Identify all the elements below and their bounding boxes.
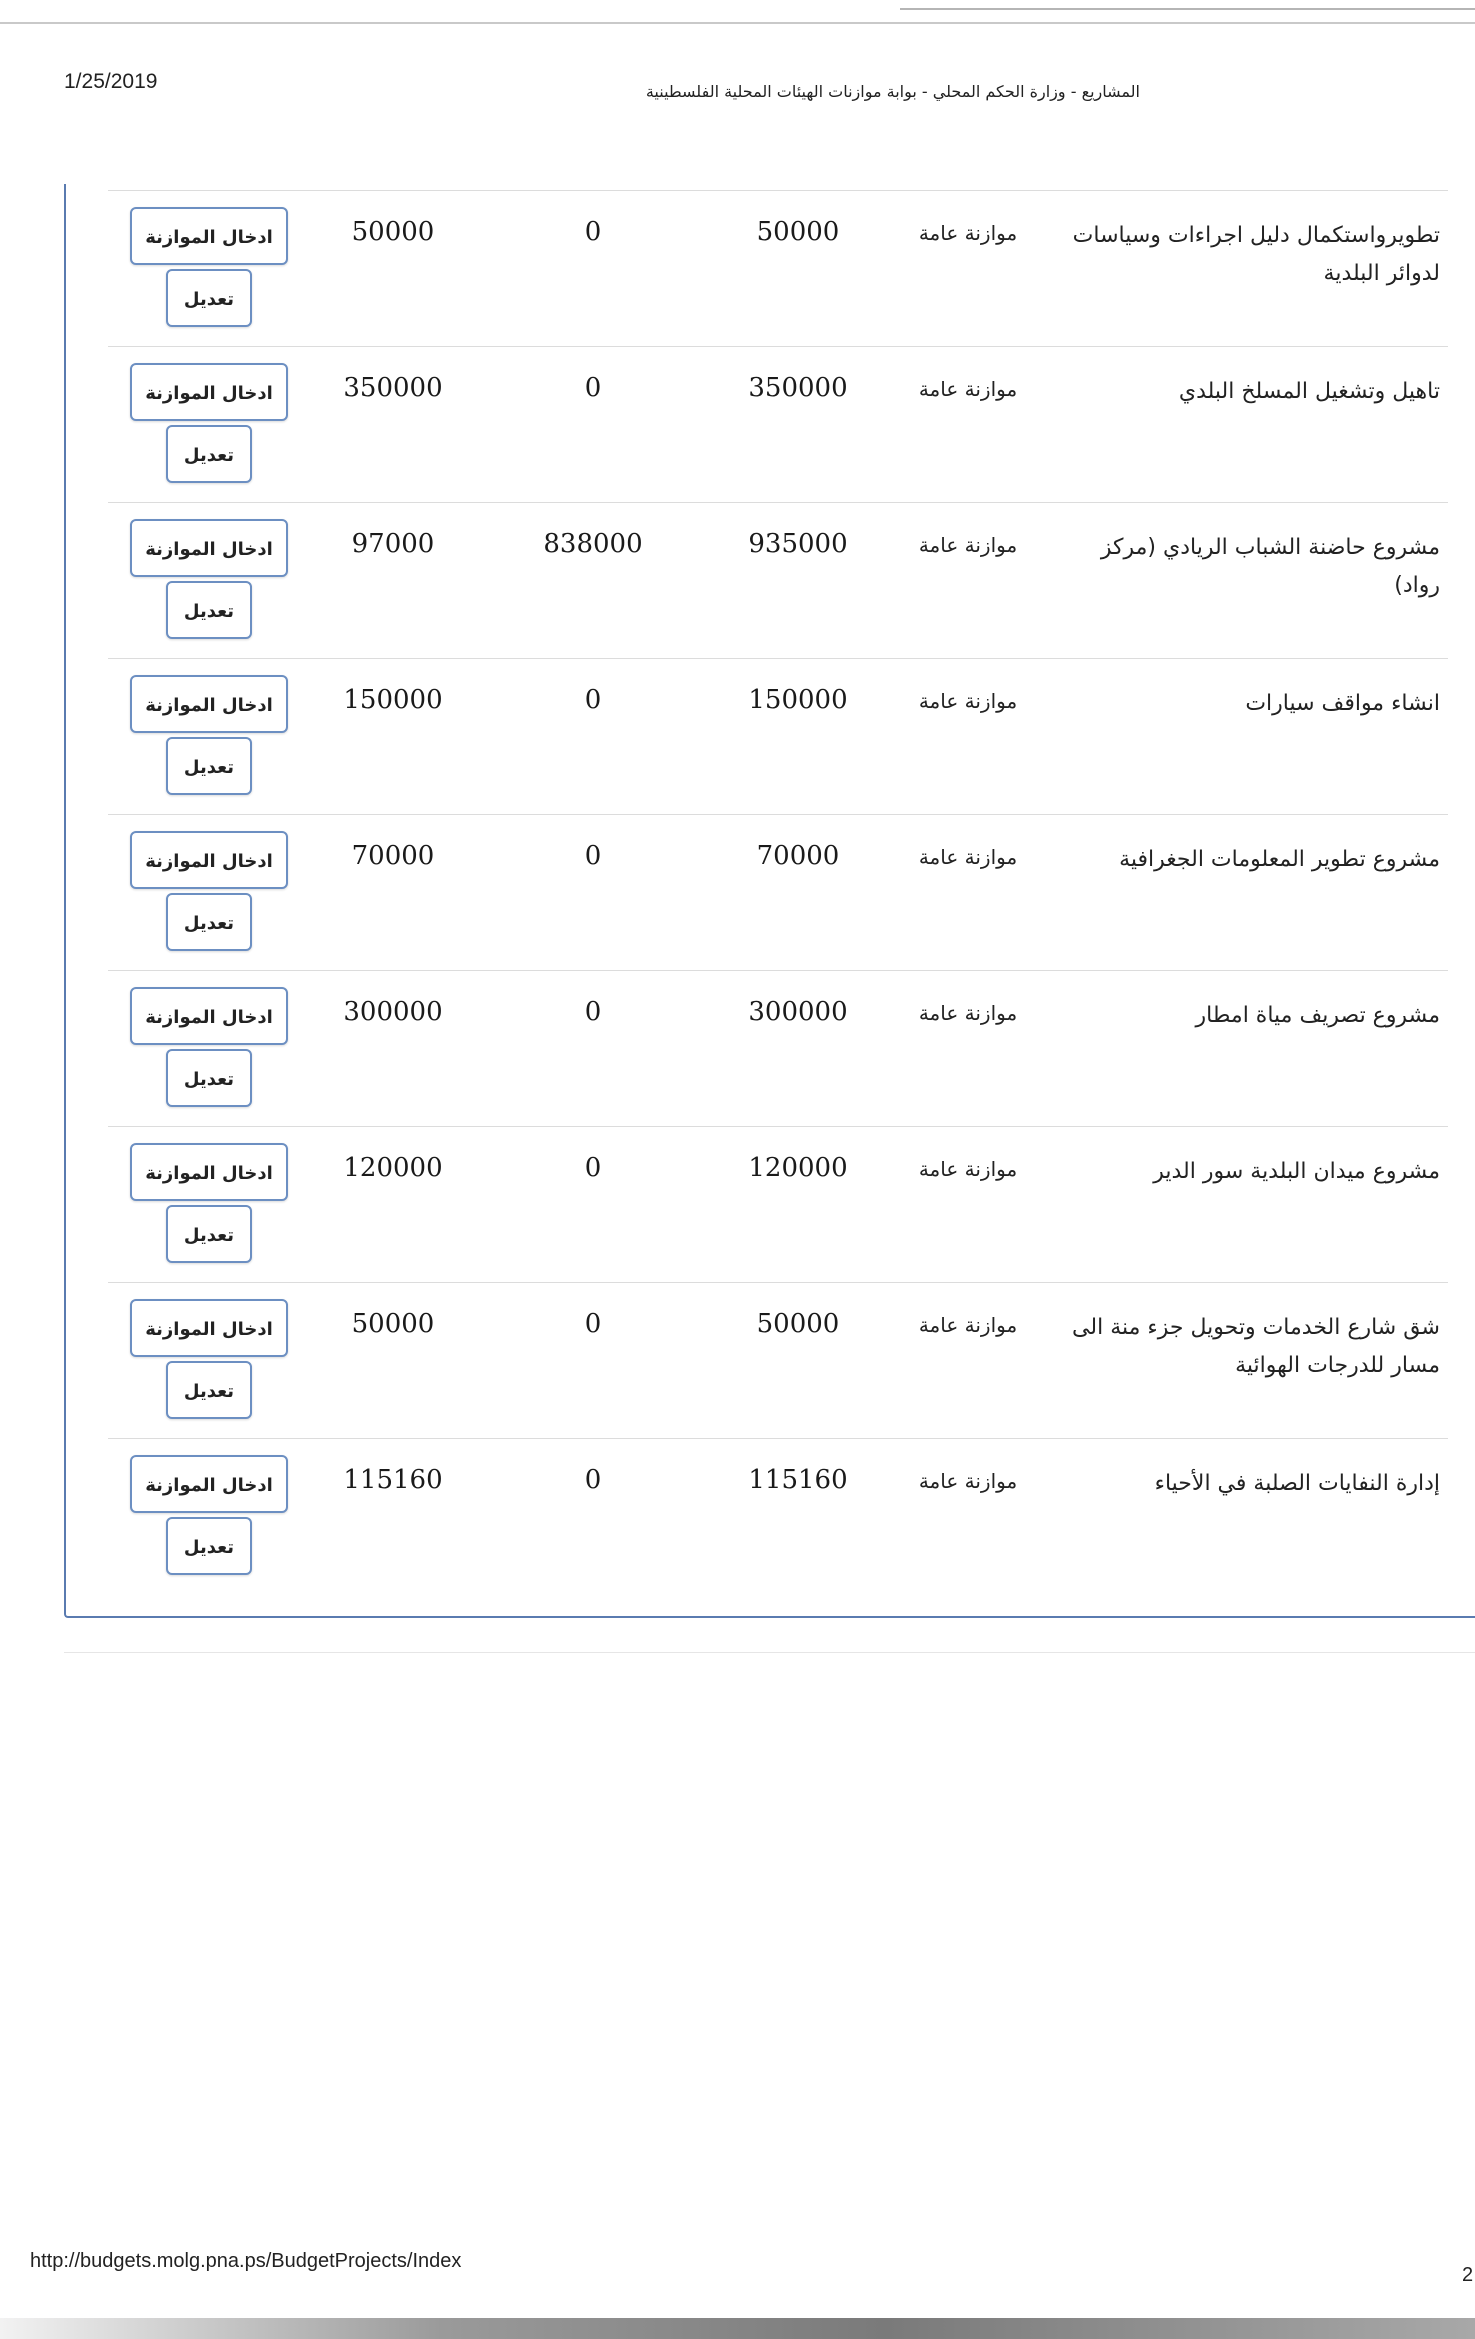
- external-funding: 0: [584, 997, 602, 1027]
- enter-budget-button[interactable]: ادخال الموازنة: [130, 831, 288, 889]
- table-row: [108, 658, 1448, 815]
- scan-edge-shadow: [0, 2318, 1475, 2339]
- table-row: [108, 970, 1448, 1127]
- page-title: المشاريع - وزارة الحكم المحلي - بوابة موازنات الهيئات المحلية الفلسطينية: [645, 82, 1140, 101]
- budget-type: موازنة عامة: [918, 533, 1018, 557]
- project-name: تاهيل وتشغيل المسلخ البلدي: [1178, 379, 1440, 404]
- project-name: انشاء مواقف سيارات: [1245, 691, 1440, 716]
- project-name: مشروع حاضنة الشباب الريادي (مركز رواد): [1100, 535, 1440, 598]
- edit-button[interactable]: تعديل: [166, 1205, 252, 1263]
- edit-button[interactable]: تعديل: [166, 425, 252, 483]
- local-funding: 300000: [343, 997, 443, 1027]
- table-row: [108, 1126, 1448, 1283]
- table-row: [108, 814, 1448, 971]
- total-cost: 935000: [748, 529, 848, 559]
- enter-budget-button[interactable]: ادخال الموازنة: [130, 519, 288, 577]
- local-funding: 50000: [351, 217, 435, 247]
- budget-type: موازنة عامة: [918, 1157, 1018, 1181]
- total-cost: 350000: [748, 373, 848, 403]
- external-funding: 0: [584, 217, 602, 247]
- total-cost: 50000: [756, 1309, 840, 1339]
- external-funding: 0: [584, 373, 602, 403]
- page-url: http://budgets.molg.pna.ps/BudgetProjects/Index: [30, 2250, 462, 2272]
- budget-type: موازنة عامة: [918, 377, 1018, 401]
- external-funding: 0: [584, 841, 602, 871]
- edit-button[interactable]: تعديل: [166, 581, 252, 639]
- scan-edge-line: [0, 22, 1475, 24]
- external-funding: 0: [584, 1465, 602, 1495]
- enter-budget-button[interactable]: ادخال الموازنة: [130, 987, 288, 1045]
- print-date: 1/25/2019: [64, 70, 158, 93]
- project-name: شق شارع الخدمات وتحويل جزء منة الى مسار للدرجات الهوائية: [1072, 1315, 1440, 1378]
- local-funding: 120000: [343, 1153, 443, 1183]
- total-cost: 50000: [756, 217, 840, 247]
- edit-button[interactable]: تعديل: [166, 1361, 252, 1419]
- edit-button[interactable]: تعديل: [166, 893, 252, 951]
- edit-button[interactable]: تعديل: [166, 737, 252, 795]
- project-name: إدارة النفايات الصلبة في الأحياء: [1154, 1471, 1440, 1496]
- budget-type: موازنة عامة: [918, 845, 1018, 869]
- project-name: مشروع تصريف مياة امطار: [1195, 1003, 1440, 1028]
- edit-button[interactable]: تعديل: [166, 1049, 252, 1107]
- edit-button[interactable]: تعديل: [166, 1517, 252, 1575]
- divider: [64, 1652, 1475, 1653]
- local-funding: 115160: [343, 1465, 443, 1495]
- enter-budget-button[interactable]: ادخال الموازنة: [130, 1299, 288, 1357]
- total-cost: 300000: [748, 997, 848, 1027]
- project-name: مشروع ميدان البلدية سور الدير: [1153, 1159, 1440, 1184]
- budget-type: موازنة عامة: [918, 689, 1018, 713]
- edit-button[interactable]: تعديل: [166, 269, 252, 327]
- enter-budget-button[interactable]: ادخال الموازنة: [130, 1455, 288, 1513]
- external-funding: 0: [584, 1153, 602, 1183]
- budget-type: موازنة عامة: [918, 1469, 1018, 1493]
- project-name: مشروع تطوير المعلومات الجغرافية: [1119, 847, 1440, 872]
- total-cost: 150000: [748, 685, 848, 715]
- total-cost: 120000: [748, 1153, 848, 1183]
- table-row: [108, 1438, 1448, 1595]
- budget-type: موازنة عامة: [918, 1313, 1018, 1337]
- table-row: [108, 190, 1448, 347]
- table-row: [108, 346, 1448, 503]
- scan-edge-line: [900, 8, 1475, 10]
- table-row: [108, 1282, 1448, 1439]
- local-funding: 70000: [351, 841, 435, 871]
- external-funding: 0: [584, 685, 602, 715]
- enter-budget-button[interactable]: ادخال الموازنة: [130, 363, 288, 421]
- local-funding: 50000: [351, 1309, 435, 1339]
- total-cost: 115160: [748, 1465, 848, 1495]
- table-row: [108, 502, 1448, 659]
- total-cost: 70000: [756, 841, 840, 871]
- enter-budget-button[interactable]: ادخال الموازنة: [130, 675, 288, 733]
- page-number: 2: [1462, 2264, 1474, 2286]
- enter-budget-button[interactable]: ادخال الموازنة: [130, 207, 288, 265]
- budget-type: موازنة عامة: [918, 221, 1018, 245]
- local-funding: 150000: [343, 685, 443, 715]
- local-funding: 350000: [343, 373, 443, 403]
- external-funding: 0: [584, 1309, 602, 1339]
- local-funding: 97000: [351, 529, 435, 559]
- budget-type: موازنة عامة: [918, 1001, 1018, 1025]
- enter-budget-button[interactable]: ادخال الموازنة: [130, 1143, 288, 1201]
- project-name: تطويرواستكمال دليل اجراءات وسياسات لدوائر البلدية: [1072, 223, 1440, 286]
- external-funding: 838000: [543, 529, 643, 559]
